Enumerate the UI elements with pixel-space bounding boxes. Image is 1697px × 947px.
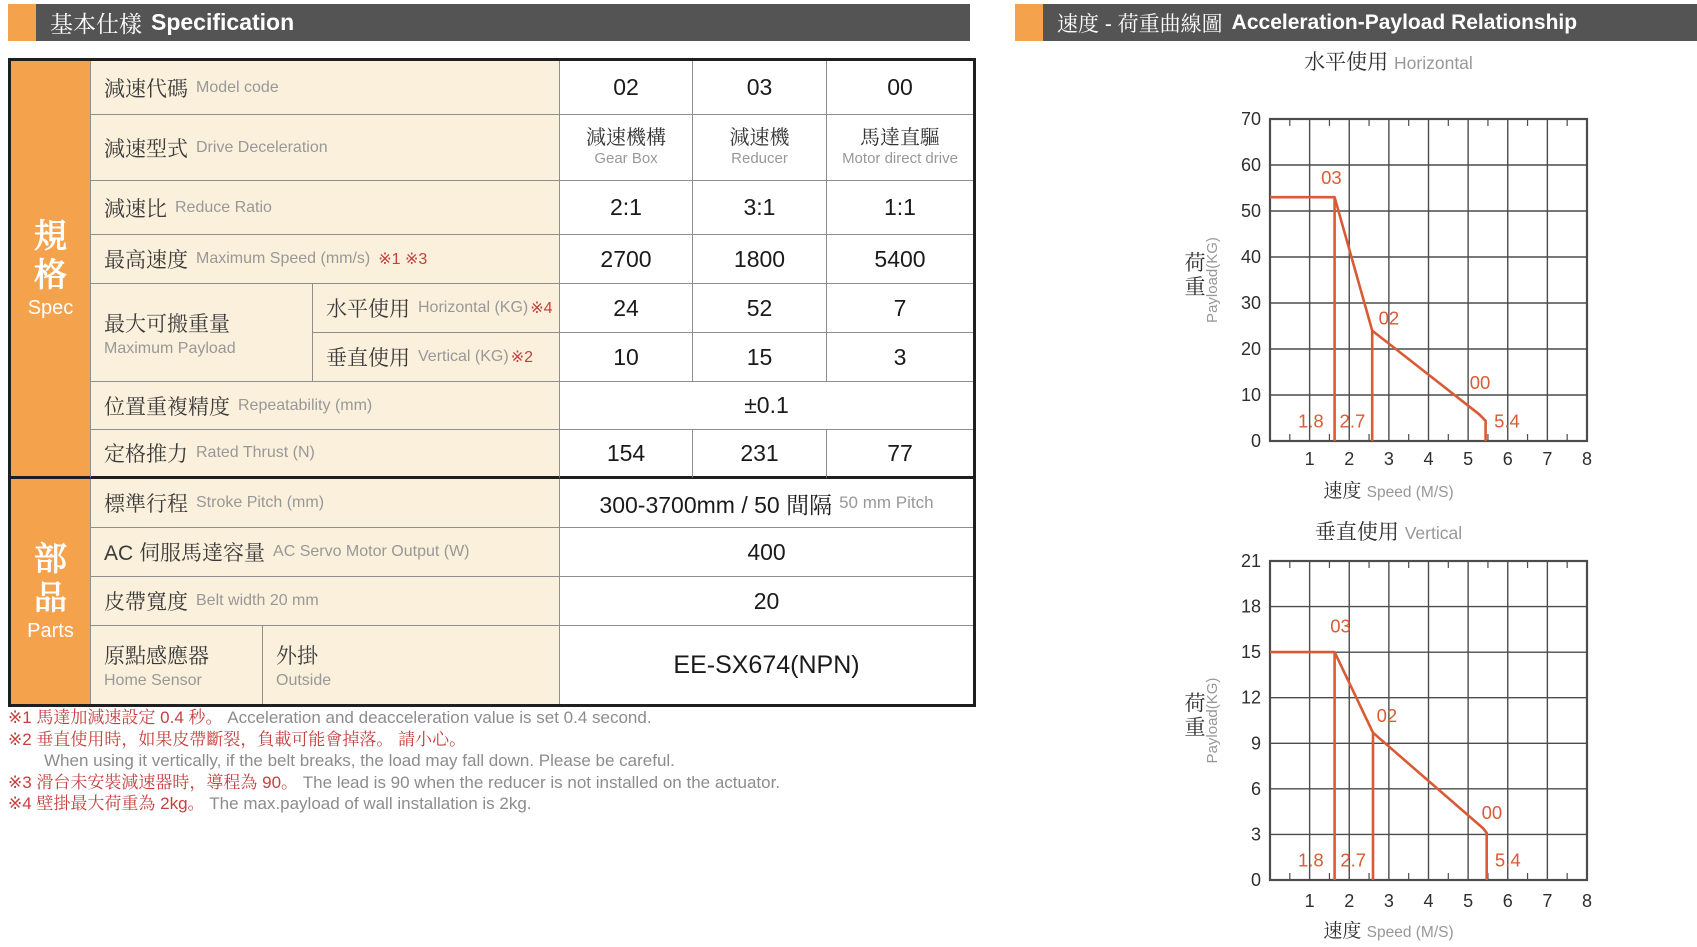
value-payload-v-3: 3 [827,333,973,382]
spec-header-title-zh: 基本仕樣 [50,11,142,37]
svg-text:5: 5 [1463,891,1474,911]
chart-section-header [1015,4,1697,41]
series-payload-envelope [1270,652,1487,880]
label-payload-horizontal: 水平使用 Horizontal (KG) ※4 [313,284,560,333]
side-header-spec [11,61,91,479]
value-servo-output: 400 [560,528,973,577]
value-max-speed-2: 1800 [693,235,827,284]
label-belt-width: 皮帶寬度 Belt width 20 mm [91,577,560,626]
svg-text:1: 1 [1304,891,1315,911]
svg-text:03: 03 [1330,615,1351,637]
value-max-speed-1: 2700 [560,235,693,284]
svg-text:6: 6 [1502,449,1513,469]
annotations [1298,167,1520,432]
label-payload-vertical: 垂直使用 Vertical (KG) ※2 [313,333,560,382]
svg-text:5: 5 [1463,449,1474,469]
tick-labels [1241,551,1592,911]
spec-header-bar [36,4,970,41]
value-home-sensor: EE-SX674(NPN) [560,626,973,704]
label-max-speed: 最高速度 Maximum Speed (mm/s) ※1 ※3 [91,235,560,284]
vertical-payload-chart [1100,507,1620,947]
label-model-code-en: Model code [196,78,279,96]
label-model-code [91,61,560,115]
y-axis-title-en: Payload(KG) [1204,677,1221,764]
label-drive-decel-en: Drive Deceleration [196,138,328,156]
svg-text:10: 10 [1240,385,1261,405]
svg-text:2: 2 [1344,449,1355,469]
value-drive-decel-1: 減速機構 Gear Box [560,115,693,181]
svg-text:4: 4 [1423,449,1434,469]
chart-header-bar [1043,4,1697,41]
value-repeatability: ±0.1 [560,382,973,430]
svg-text:6: 6 [1502,891,1513,911]
side-spec-zh: 規格 [34,216,67,293]
horizontal-payload-chart [1100,45,1620,507]
svg-text:03: 03 [1321,166,1342,188]
svg-text:30: 30 [1240,293,1261,313]
svg-text:12: 12 [1240,687,1261,708]
value-reduce-ratio-2: 3:1 [693,181,827,235]
svg-text:20: 20 [1240,339,1261,359]
svg-text:0: 0 [1250,870,1261,890]
svg-text:9: 9 [1250,733,1261,754]
footnote-4: ※4 壁掛最大荷重為 2kg。 The max.payload of wall installation is 2kg. [8,794,532,813]
y-axis-title-zh: 荷重 [1184,692,1206,740]
value-model-code-3: 00 [827,61,973,115]
label-stroke-pitch: 標準行程 Stroke Pitch (mm) [91,479,560,528]
svg-text:7: 7 [1542,449,1553,469]
value-belt-width: 20 [560,577,973,626]
svg-text:40: 40 [1240,247,1261,267]
tick-labels [1241,109,1592,469]
svg-text:2.7: 2.7 [1340,849,1367,871]
value-rated-thrust-1: 154 [560,430,693,479]
label-drive-decel-zh: 減速型式 [104,137,188,161]
svg-text:50: 50 [1240,201,1261,221]
value-max-speed-3: 5400 [827,235,973,284]
svg-text:18: 18 [1240,596,1261,617]
value-reduce-ratio-1: 2:1 [560,181,693,235]
value-rated-thrust-3: 77 [827,430,973,479]
value-model-code-2: 03 [693,61,827,115]
value-rated-thrust-2: 231 [693,430,827,479]
orange-accent-square [1015,4,1043,41]
svg-text:2: 2 [1344,891,1355,911]
svg-text:5.4: 5.4 [1494,849,1521,871]
svg-text:6: 6 [1250,778,1261,799]
svg-text:3: 3 [1383,891,1394,911]
label-rated-thrust: 定格推力 Rated Thrust (N) [91,430,560,479]
label-model-code-zh: 減速代碼 [104,77,188,101]
orange-accent-square [8,4,36,41]
x-axis-title: 速度 Speed (M/S) [1323,921,1454,942]
svg-text:70: 70 [1240,109,1261,129]
value-drive-decel-2: 減速機 Reducer [693,115,827,181]
svg-text:8: 8 [1581,891,1593,911]
side-header-parts [11,479,91,704]
footnotes [8,707,998,815]
y-axis-title-zh: 荷重 [1184,252,1206,299]
svg-text:3: 3 [1383,449,1394,469]
svg-text:02: 02 [1378,307,1400,329]
value-reduce-ratio-3: 1:1 [827,181,973,235]
spec-section-header [8,4,970,41]
footnote-3: ※3 滑台未安裝減速器時，導程為 90。 The lead is 90 when the reducer is not installed on the actuator. [8,772,781,792]
svg-text:21: 21 [1240,551,1261,571]
side-parts-zh: 部品 [34,539,67,616]
label-repeatability: 位置重複精度 Repeatability (mm) [91,382,560,430]
footnote-1: ※1 馬達加減速設定 0.4 秒。 Acceleration and deacceleration value is set 0.4 second. [8,708,652,727]
max-speed-footnote-marks: ※1 ※3 [378,251,428,268]
value-model-code-1: 02 [560,61,693,115]
value-payload-v-2: 15 [693,333,827,382]
svg-text:1: 1 [1304,449,1315,469]
value-drive-decel-3: 馬達直驅 Motor direct drive [827,115,973,181]
svg-text:0: 0 [1250,431,1261,451]
svg-text:4: 4 [1423,891,1434,911]
grid [1270,561,1587,880]
label-home-sensor: 原點感應器 Home Sensor [91,626,263,704]
svg-text:60: 60 [1240,155,1261,175]
value-payload-h-3: 7 [827,284,973,333]
x-axis-title: 速度 Speed (M/S) [1323,481,1454,502]
chart-header-title-en: Acceleration-Payload Relationship [1231,10,1578,34]
svg-text:2.7: 2.7 [1339,410,1366,432]
svg-text:8: 8 [1581,449,1593,469]
value-payload-h-2: 52 [693,284,827,333]
svg-text:15: 15 [1240,642,1261,663]
svg-text:7: 7 [1542,891,1553,911]
spec-header-title-en: Specification [151,9,295,35]
svg-text:00: 00 [1469,372,1491,394]
label-max-payload: 最大可搬重量 Maximum Payload [91,284,313,382]
grid [1270,119,1587,441]
svg-text:5.4: 5.4 [1494,410,1520,432]
side-parts-en: Parts [27,620,74,643]
value-stroke-pitch: 300-3700mm / 50 間隔 50 mm Pitch [560,479,973,528]
svg-text:1.8: 1.8 [1297,410,1324,432]
chart-title: 垂直使用 Vertical [1314,521,1463,544]
y-axis-title-en: Payload(KG) [1204,237,1221,323]
side-spec-en: Spec [27,297,74,320]
footnote-2-en: When using it vertically, if the belt breaks, the load may fall down. Please be careful. [44,751,675,770]
svg-text:1.8: 1.8 [1297,849,1324,871]
svg-text:3: 3 [1250,824,1261,845]
specification-table [8,58,976,707]
svg-text:00: 00 [1481,802,1503,824]
chart-title: 水平使用 Horizontal [1304,51,1473,74]
label-drive-decel [91,115,560,181]
svg-text:02: 02 [1376,704,1398,726]
label-home-sensor-outside: 外掛 Outside [263,626,560,704]
footnote-2: ※2 垂直使用時，如果皮帶斷裂，負載可能會掉落。 請小心。 [8,729,467,749]
label-servo-output: AC 伺服馬達容量 AC Servo Motor Output (W) [91,528,560,577]
value-payload-h-1: 24 [560,284,693,333]
chart-header-title-zh: 速度 - 荷重曲線圖 [1057,12,1223,36]
value-payload-v-1: 10 [560,333,693,382]
label-reduce-ratio: 減速比 Reduce Ratio [91,181,560,235]
